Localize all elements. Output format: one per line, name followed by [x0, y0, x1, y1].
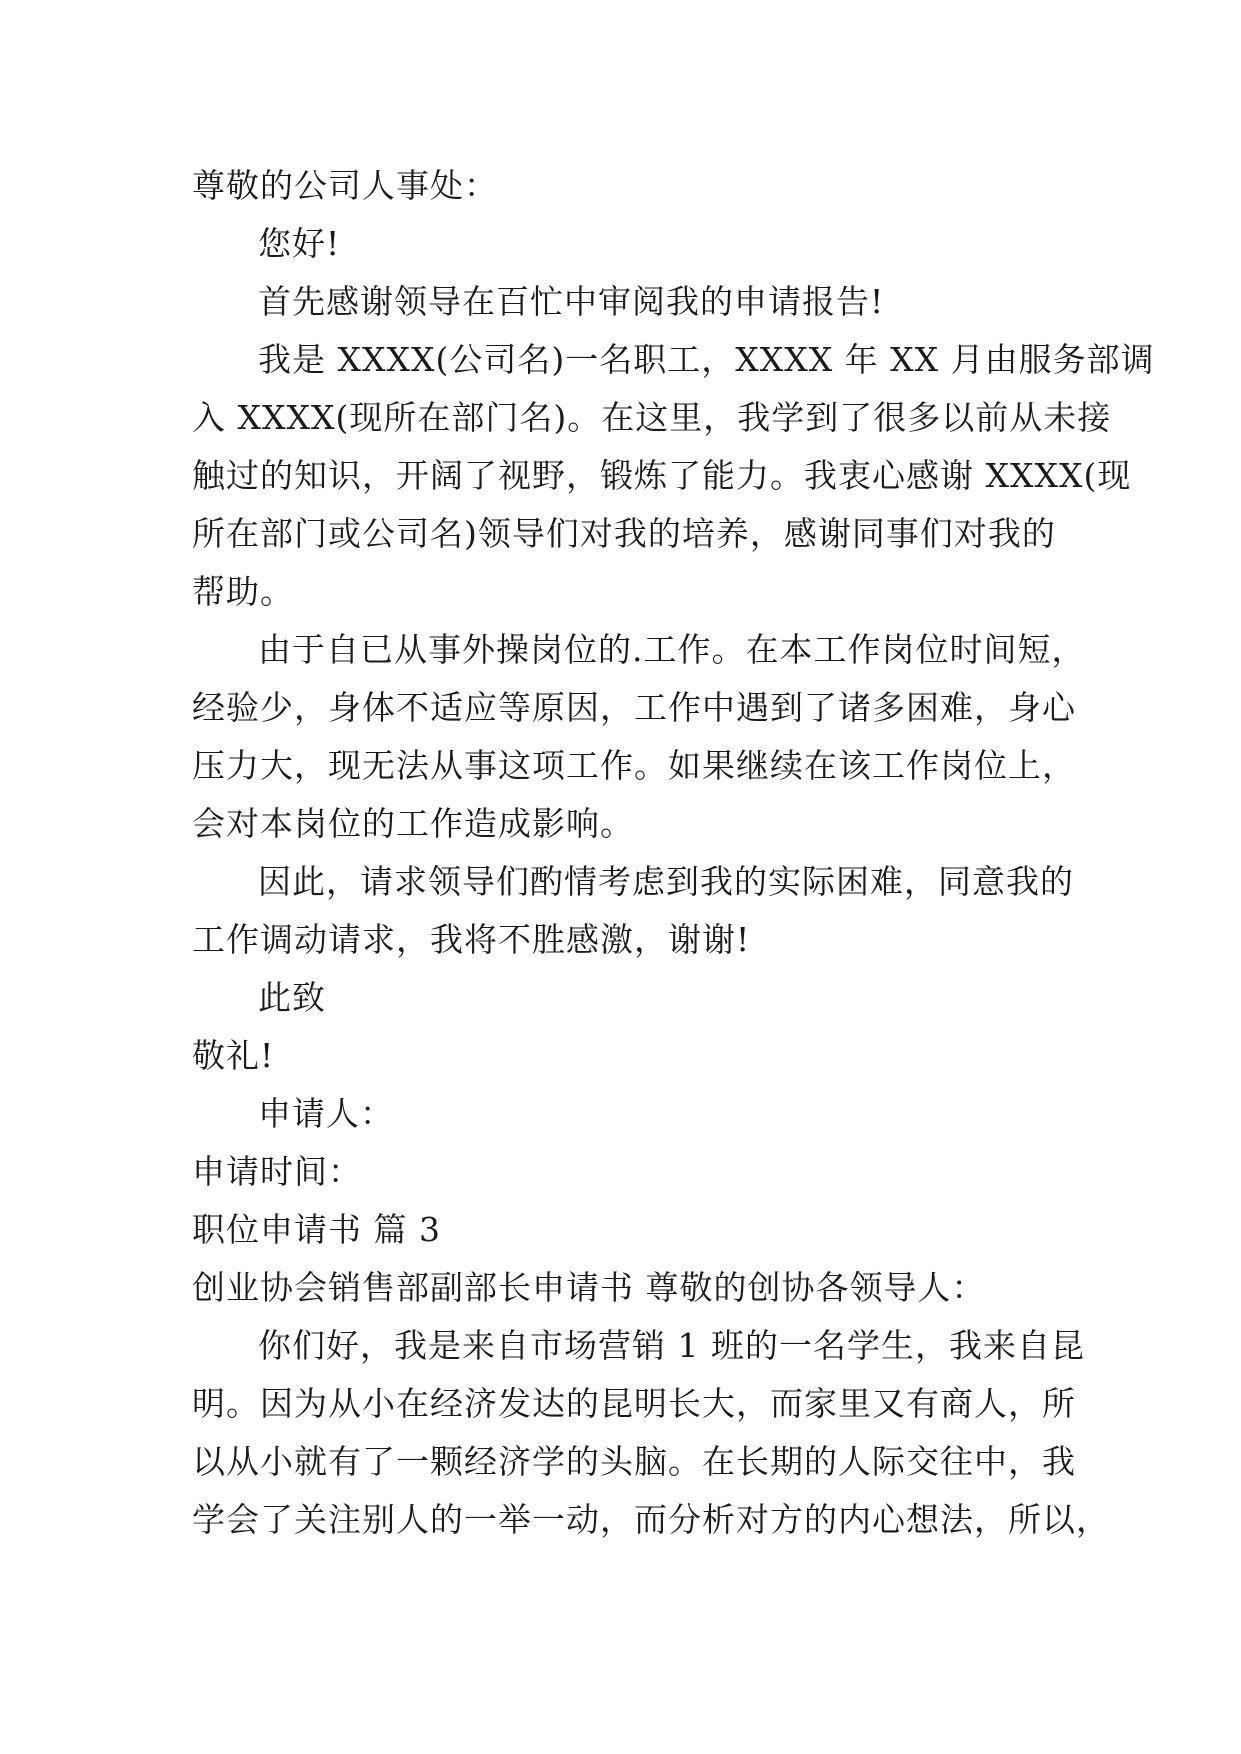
- paragraph-line: 创业协会销售部副部长申请书 尊敬的创协各领导人：: [192, 1268, 986, 1307]
- paragraph-line: 帮助。: [192, 572, 294, 611]
- paragraph-line: 触过的知识，开阔了视野，锻炼了能力。我衷心感谢 XXXX(现: [192, 456, 1132, 495]
- paragraph-line: 由于自已从事外操岗位的.工作。在本工作岗位时间短，: [258, 630, 1086, 669]
- paragraph-line: 所在部门或公司名)领导们对我的培养，感谢同事们对我的: [192, 514, 1056, 553]
- date-label: 申请时间：: [192, 1152, 362, 1191]
- paragraph-line: 会对本岗位的工作造成影响。: [192, 804, 634, 843]
- applicant-label: 申请人：: [258, 1094, 394, 1133]
- paragraph-line: 我是 XXXX(公司名)一名职工，XXXX 年 XX 月由服务部调: [258, 340, 1155, 379]
- paragraph-line: 因此，请求领导们酌情考虑到我的实际困难，同意我的: [258, 862, 1074, 901]
- paragraph-line: 压力大，现无法从事这项工作。如果继续在该工作岗位上，: [192, 746, 1076, 785]
- closing-line: 敬礼!: [192, 1036, 275, 1075]
- greeting: 您好!: [258, 224, 341, 263]
- paragraph-line: 学会了关注别人的一举一动，而分析对方的内心想法，所以，: [192, 1500, 1110, 1539]
- paragraph-line: 入 XXXX(现所在部门名)。在这里，我学到了很多以前从未接: [192, 398, 1112, 437]
- paragraph-line: 经验少，身体不适应等原因，工作中遇到了诸多困难，身心: [192, 688, 1076, 727]
- paragraph-line: 首先感谢领导在百忙中审阅我的申请报告!: [258, 282, 885, 321]
- paragraph-line: 以从小就有了一颗经济学的头脑。在长期的人际交往中，我: [192, 1442, 1076, 1481]
- salutation: 尊敬的公司人事处：: [192, 166, 498, 205]
- paragraph-line: 明。因为从小在经济发达的昆明长大，而家里又有商人，所: [192, 1384, 1076, 1423]
- paragraph-line: 你们好，我是来自市场营销 1 班的一名学生，我来自昆: [258, 1326, 1085, 1365]
- section-heading: 职位申请书 篇 3: [192, 1210, 441, 1249]
- paragraph-line: 工作调动请求，我将不胜感激，谢谢!: [192, 920, 751, 959]
- closing-line: 此致: [258, 978, 326, 1017]
